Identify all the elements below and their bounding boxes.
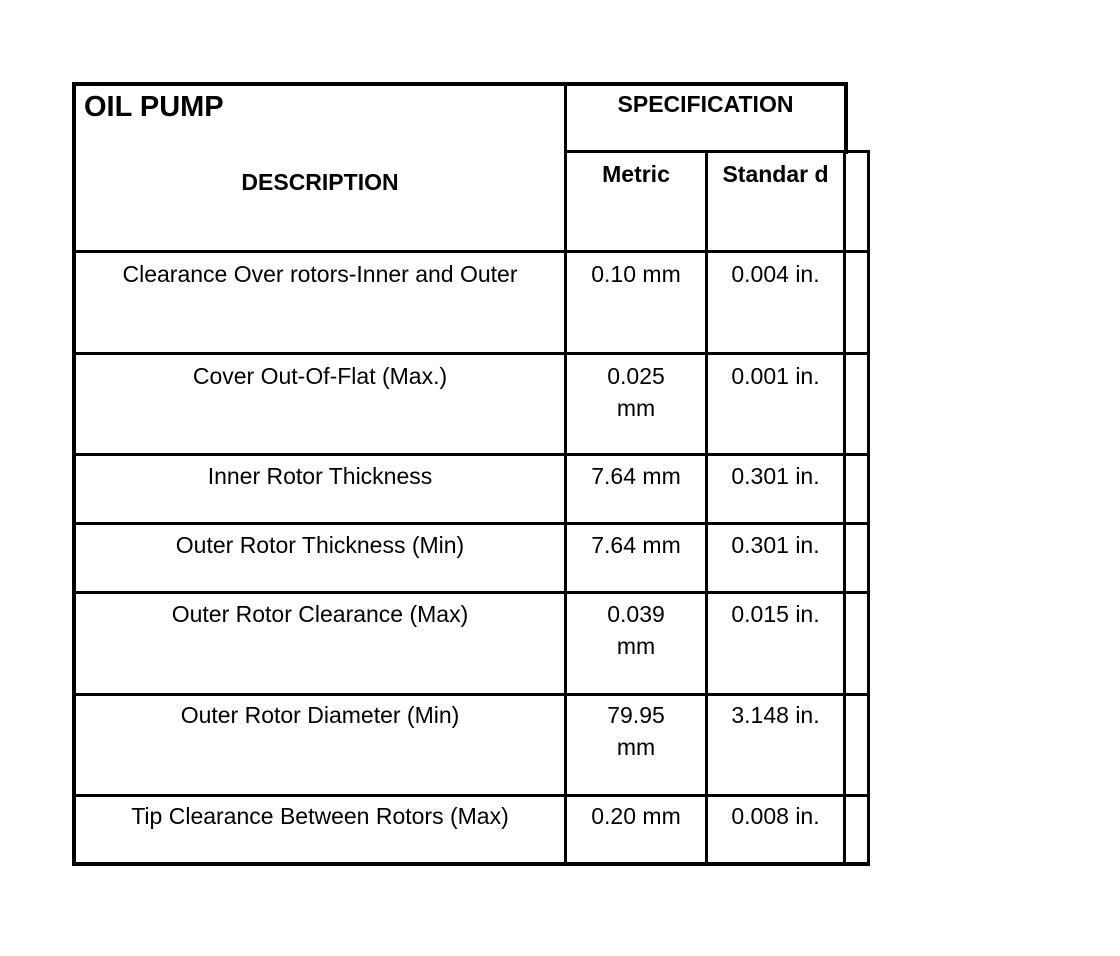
row-description: Cover Out-Of-Flat (Max.): [192, 363, 448, 389]
header-right-border: [844, 82, 848, 154]
row-description: Clearance Over rotors-Inner and Outer: [122, 261, 518, 287]
row-metric: 0.10 mm: [591, 261, 681, 287]
row-description: Outer Rotor Clearance (Max): [171, 601, 469, 627]
row-separator: [72, 794, 870, 797]
row-description: Inner Rotor Thickness: [207, 463, 433, 489]
table-border-top: [72, 82, 848, 86]
metric-header: Metric: [602, 161, 670, 187]
row-description: Tip Clearance Between Rotors (Max): [131, 803, 509, 829]
row-standard: 0.004 in.: [731, 261, 820, 287]
row-standard: 0.015 in.: [731, 601, 820, 627]
row-standard: 0.001 in.: [731, 363, 820, 389]
row-separator: [72, 522, 870, 525]
table-border-right: [867, 150, 870, 866]
row-separator: [72, 453, 870, 456]
row-standard: 0.301 in.: [731, 463, 820, 489]
row-description: Outer Rotor Thickness (Min): [175, 532, 465, 558]
standard-header: Standar d: [722, 161, 829, 187]
table-title: OIL PUMP: [84, 91, 224, 123]
row-metric: 7.64 mm: [591, 463, 681, 489]
row-metric: 0.20 mm: [591, 803, 681, 829]
extra-column-divider: [843, 150, 846, 866]
row-separator: [72, 352, 870, 355]
row-separator: [72, 693, 870, 696]
row-description: Outer Rotor Diameter (Min): [180, 702, 460, 728]
row-standard: 0.301 in.: [731, 532, 820, 558]
row-standard: 0.008 in.: [731, 803, 820, 829]
oil-pump-spec-table: [72, 82, 870, 866]
description-header: DESCRIPTION: [241, 169, 399, 195]
row-separator: [72, 591, 870, 594]
row-metric: 79.95 mm: [607, 702, 665, 760]
row-metric: 0.039 mm: [607, 601, 665, 659]
row-standard: 3.148 in.: [731, 702, 820, 728]
table-border-bottom: [72, 862, 870, 866]
row-metric: 0.025 mm: [607, 363, 665, 421]
specification-header: SPECIFICATION: [617, 91, 794, 117]
subheader-top-line: [564, 150, 870, 153]
row-metric: 7.64 mm: [591, 532, 681, 558]
row-separator: [72, 250, 870, 253]
